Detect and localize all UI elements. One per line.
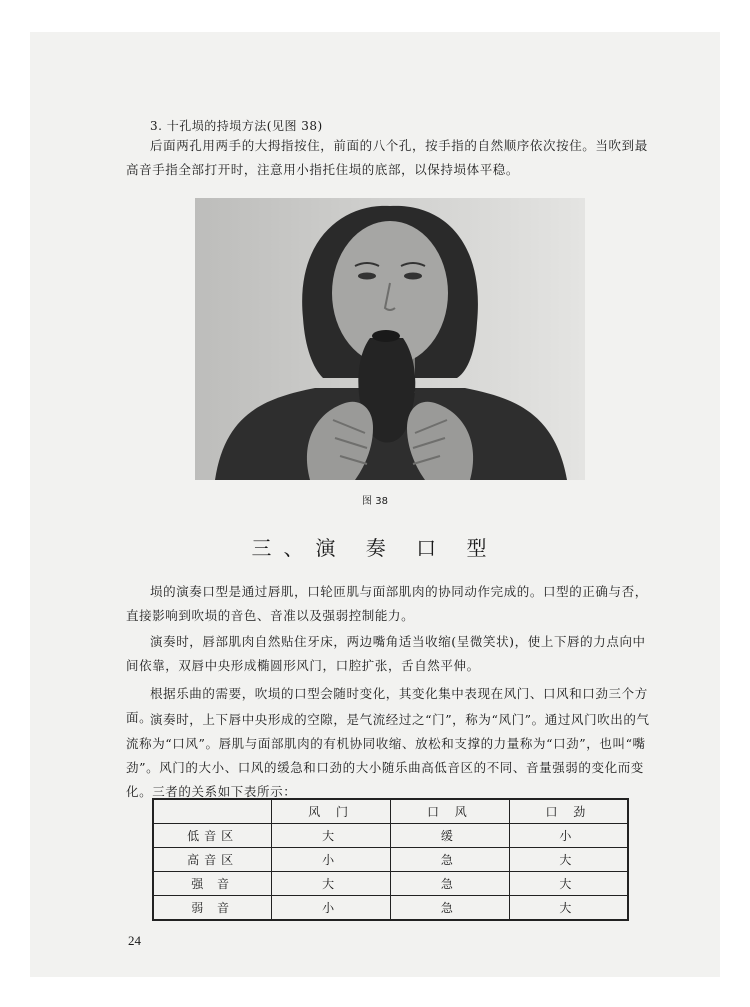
table-cell: 急 bbox=[391, 872, 510, 896]
table-cell: 大 bbox=[509, 896, 628, 921]
table-row bbox=[153, 824, 628, 848]
table-row bbox=[153, 872, 628, 896]
table-row bbox=[153, 896, 628, 921]
chapter-title: 三、演 奏 口 型 bbox=[251, 536, 499, 560]
body-paragraph: 演奏时，唇部肌肉自然贴住牙床，两边嘴角适当收缩(呈微笑状)，使上下唇的力点向中间依靠，双唇中央形成椭圆形风门，口腔扩张，舌自然平伸。 bbox=[126, 634, 646, 673]
table-cell: 小 bbox=[272, 848, 391, 872]
table-cell: 小 bbox=[272, 896, 391, 921]
person-holding-xun-illustration bbox=[195, 198, 585, 480]
relationship-table bbox=[152, 798, 629, 921]
table-cell: 急 bbox=[391, 896, 510, 921]
figure-caption: 图 38 bbox=[362, 496, 388, 507]
table-cell: 急 bbox=[391, 848, 510, 872]
body-paragraph: 演奏时，上下唇中央形成的空隙，是气流经过之“门”，称为“风门”。通过风门吹出的气流称为“口风”。唇肌与面部肌肉的有机协同收缩、放松和支撑的力量称为“口劲”，也叫“嘴劲”。风门的大小、口风的缓急和口劲的大小随乐曲高低音区的不同、音量强弱的变化而变化。三者的关系如下表所示： bbox=[126, 712, 650, 799]
section-heading: 3. 十孔埙的持埙方法(见图 38) bbox=[150, 119, 323, 133]
table-cell: 缓 bbox=[391, 824, 510, 848]
table-header-cell bbox=[153, 799, 272, 824]
table-cell: 大 bbox=[272, 824, 391, 848]
page-number: 24 bbox=[128, 933, 141, 948]
body-paragraph: 根据乐曲的需要，吹埙的口型会随时变化，其变化集中表现在风门、口风和口劲三个方面。 bbox=[126, 686, 648, 725]
table-row-label: 弱 音 bbox=[153, 896, 272, 921]
table-row-label: 低音区 bbox=[153, 824, 272, 848]
table-cell: 小 bbox=[509, 824, 628, 848]
table-row bbox=[153, 848, 628, 872]
table-header-cell: 风 门 bbox=[272, 799, 391, 824]
body-paragraph: 埙的演奏口型是通过唇肌，口轮匝肌与面部肌肉的协同动作完成的。口型的正确与否，直接影响到吹埙的音色、音准以及强弱控制能力。 bbox=[126, 584, 648, 623]
table-cell: 大 bbox=[272, 872, 391, 896]
table-header-cell: 口 风 bbox=[391, 799, 510, 824]
table-row-label: 高音区 bbox=[153, 848, 272, 872]
table-row-label: 强 音 bbox=[153, 872, 272, 896]
table-cell: 大 bbox=[509, 848, 628, 872]
table-header-row bbox=[153, 799, 628, 824]
table-cell: 大 bbox=[509, 872, 628, 896]
figure-photo bbox=[195, 198, 585, 480]
holding-method-paragraph: 后面两孔用两手的大拇指按住，前面的八个孔，按手指的自然顺序依次按住。当吹到最高音手指全部打开时，注意用小指托住埙的底部，以保持埙体平稳。 bbox=[126, 138, 648, 177]
table-header-cell: 口 劲 bbox=[509, 799, 628, 824]
